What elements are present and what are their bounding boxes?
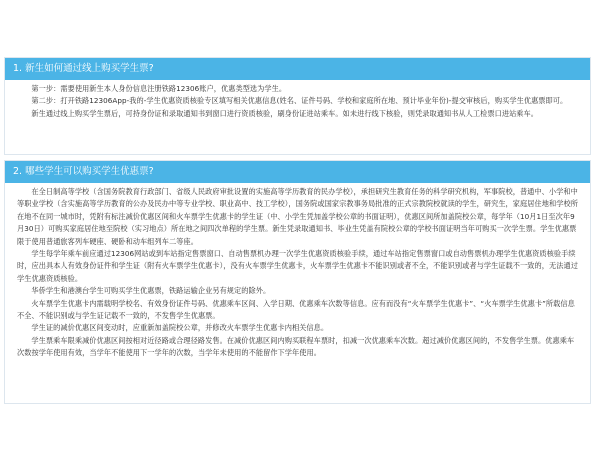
answer-paragraph: 学生票乘车限乘减价优惠区间按相对近径路或合理径路发售。在减价优惠区间内购买联程车票时，扣减一次优惠乘车次数。超过减价优惠区间的，不发售学生票。优惠乘车次数按学年使用有效，当学年不能使用下一学年的次数，当学年未使用的不能留作下学年使用。 (17, 335, 575, 358)
faq-answer-body (5, 183, 590, 360)
faq-question-title: 2. 哪些学生可以购买学生优惠票? (5, 161, 590, 183)
answer-paragraph: 火车票学生优惠卡内需载明学校名、有效身份证件号码、优惠乘车区间、入学日期、优惠乘车次数等信息。应有而没有“火车票学生优惠卡”、“火车票学生优惠卡”所载信息不全、不能识别或与学生证记载不一致的，不发售学生优惠票。 (17, 298, 575, 321)
answer-paragraph: 学生每学年乘车前应通过12306网站或到车站指定售票窗口、自动售票机办理一次学生优惠资质核验手续，通过车站指定售票窗口或自动售票机办理学生优惠资质核验手续时，应出具本人有效身份证件和学生证（附有火车票学生优惠卡），没有火车票学生优惠卡，火车票学生优惠卡不能识别或者不全，不能识别或者与学生证载不一致的，无法通过学生优惠资质核验。 (17, 249, 578, 283)
answer-paragraph: 华侨学生和港澳台学生可购买学生优惠票，铁路运输企业另有规定的除外。 (31, 286, 271, 296)
answer-paragraph: 学生证的减价优惠区间变动时，应重新加盖院校公章，并修改火车票学生优惠卡内相关信息。 (31, 323, 329, 333)
answer-paragraph: 在全日制高等学校（含国务院教育行政部门、省级人民政府审批设置的实施高等学历教育的民办学校），承担研究生教育任务的科学研究机构，军事院校，普通中、小学和中等职业学校（含实施高等学历教育的公办及民办中等专业学校、职业高中、技工学校），国务院或国家宗教事务局批准的正式宗教院校就读的学生，研究生，家庭居住地和学校所在地不在同一城市时，凭附有标注减价优惠区间和火车票学生优惠卡的学生证（中、小学生凭加盖学校公章的书面证明），优惠区间所加盖院校公章，每学年（10月1日至次年9月30日）可购买家庭居住地至院校（实习地点）所在地之间四次单程的学生票。新生凭录取通知书、毕业生凭盖有院校公章的学校书面证明当年可购买一次学生票。学生优惠票限于使用普通旅客列车硬座、硬卧和动车组列车二等座。 (17, 187, 578, 246)
answer-paragraph: 第二步：打开铁路12306App-我的-学生优惠资质核验专区填写相关优惠信息(姓名、证件号码、学校和家庭所在地、预计毕业年份)-提交审核后，购买学生优惠票即可。 (31, 96, 568, 106)
faq-card-eligible-students (4, 160, 591, 404)
faq-answer-body (5, 80, 590, 120)
answer-paragraph: 第一步：需要使用新生本人身份信息注册铁路12306账户，优惠类型选为学生。 (31, 84, 287, 93)
faq-card-new-students (4, 57, 591, 155)
answer-paragraph: 新生通过线上购买学生票后，可持身份证和录取通知书到窗口进行资质核验，刷身份证进站乘车。如未进行线下核验，则凭录取通知书从人工检票口进站乘车。 (31, 108, 539, 118)
faq-question-title: 1. 新生如何通过线上购买学生票? (5, 58, 590, 80)
